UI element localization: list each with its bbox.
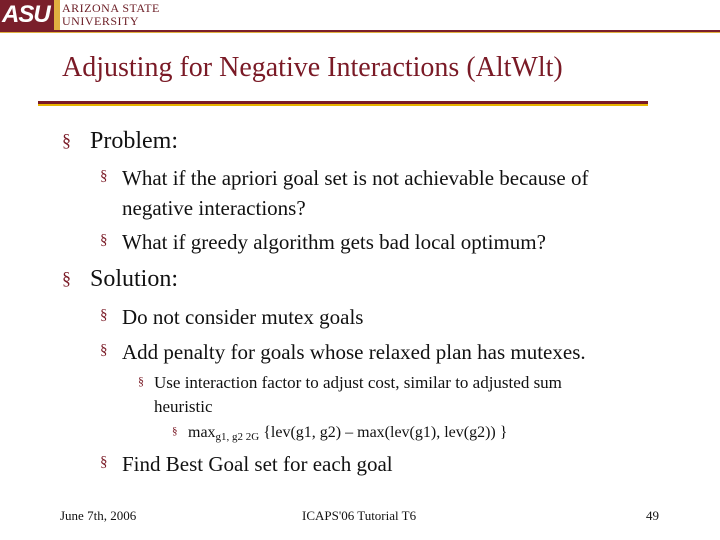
formula-subscript: g1, g2 2G [215, 431, 260, 443]
logo-line-1: ARIZONA STATE [62, 1, 160, 15]
square-bullet-icon: § [100, 454, 108, 470]
logo-underline-gold [0, 32, 720, 33]
bullet-text: Do not consider mutex goals [122, 305, 364, 329]
bullet-problem-1-cont: negative interactions? [122, 196, 306, 220]
bullet-text: Find Best Goal set for each goal [122, 452, 393, 476]
square-bullet-icon: § [100, 307, 108, 323]
square-bullet-icon: § [62, 268, 71, 288]
title-rule-gold [38, 104, 648, 106]
formula-body: {lev(g1, g2) – max(lev(g1), lev(g2)) } [259, 424, 508, 441]
formula-max: max [188, 424, 216, 441]
square-bullet-icon: § [172, 425, 178, 437]
square-bullet-icon: § [138, 374, 144, 388]
square-bullet-icon: § [100, 232, 108, 248]
bullet-text: Add penalty for goals whose relaxed plan has mutexes. [122, 340, 586, 364]
square-bullet-icon: § [62, 130, 71, 150]
square-bullet-icon: § [100, 168, 108, 184]
asu-logo-mark: ASU [0, 0, 56, 30]
bullet-text: Use interaction factor to adjust cost, similar to adjusted sum [154, 373, 562, 392]
bullet-text: Solution: [90, 266, 179, 292]
footer-date: June 7th, 2006 [60, 508, 137, 523]
bullet-text: What if the apriori goal set is not achievable because of [122, 166, 589, 190]
formula-text [188, 424, 507, 443]
asu-logo [0, 0, 720, 32]
page-number: 49 [646, 508, 659, 523]
asu-logo-text [62, 2, 160, 28]
footer-center: ICAPS'06 Tutorial T6 [302, 508, 417, 523]
logo-line-2: UNIVERSITY [62, 14, 139, 28]
bullet-text: Problem: [90, 128, 178, 154]
square-bullet-icon: § [100, 342, 108, 358]
logo-gold-bar [54, 0, 60, 30]
bullet-solution-2-1-cont: heuristic [154, 397, 213, 416]
slide-title: Adjusting for Negative Interactions (AltWlt) [62, 52, 563, 83]
bullet-text: What if greedy algorithm gets bad local optimum? [122, 230, 546, 254]
